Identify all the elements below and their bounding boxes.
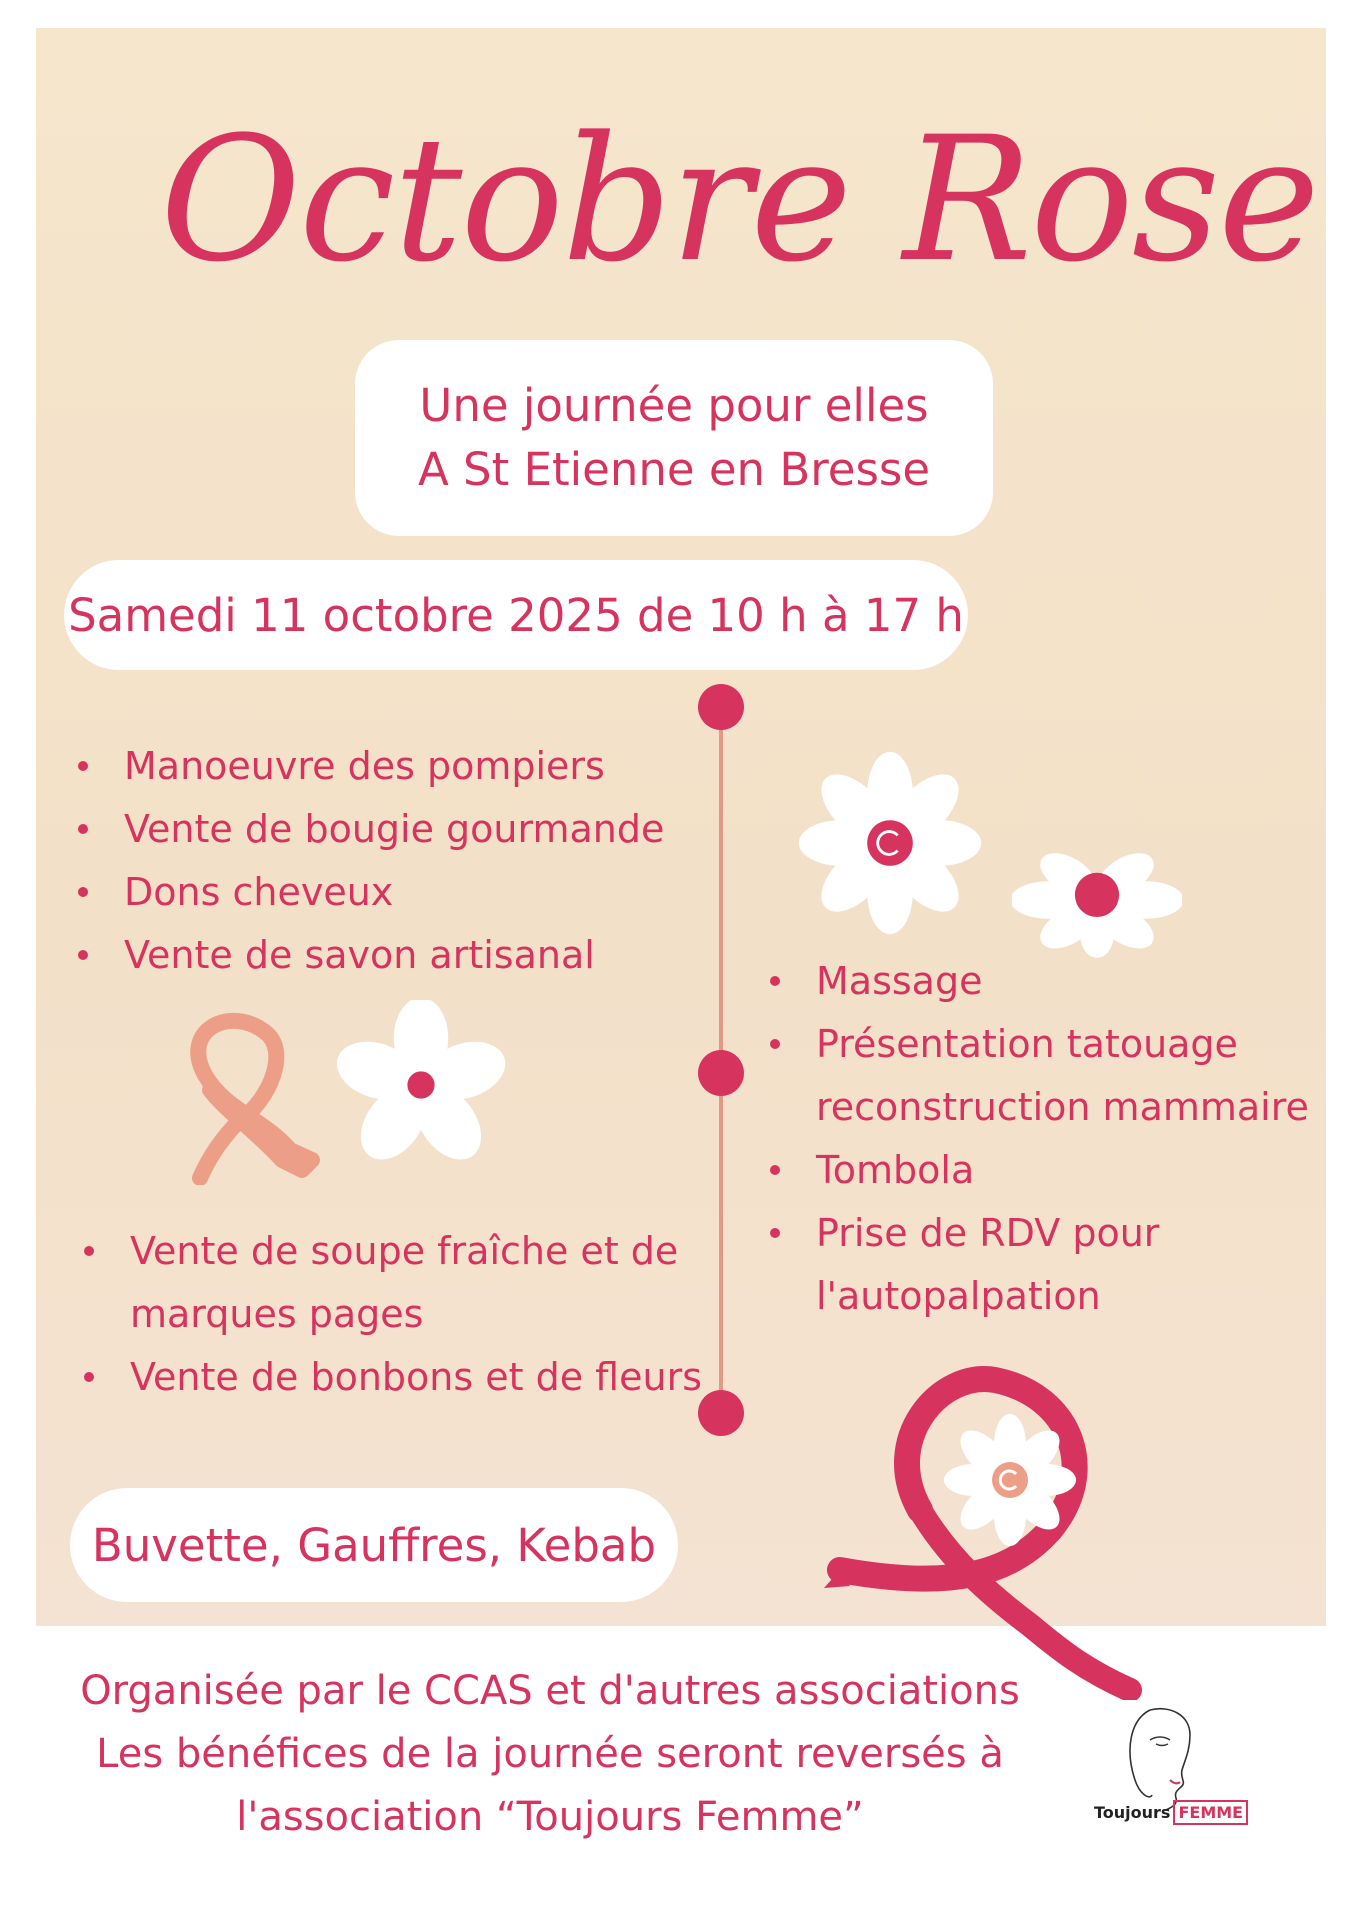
subtitle-line-2: A St Etienne en Bresse bbox=[417, 443, 931, 496]
daisy-flower-icon bbox=[795, 748, 985, 938]
timeline-dot bbox=[698, 1390, 744, 1436]
list-item: Tombola bbox=[770, 1139, 1330, 1202]
food-text: Buvette, Gauffres, Kebab bbox=[91, 1518, 657, 1572]
footer-text bbox=[60, 1660, 1040, 1849]
list-item: Prise de RDV pour l'autopalpation bbox=[770, 1202, 1330, 1328]
pink-ribbon-icon bbox=[820, 1360, 1150, 1700]
list-item: Vente de savon artisanal bbox=[78, 924, 678, 987]
date-box bbox=[64, 560, 968, 670]
subtitle-line-1: Une journée pour elles bbox=[419, 379, 929, 432]
daisy-flower-icon bbox=[336, 1000, 506, 1170]
list-item: Vente de bonbons et de fleurs bbox=[84, 1346, 704, 1409]
footer-line-2: Les bénéfices de la journée seront reversés à bbox=[96, 1731, 1004, 1777]
pink-ribbon-icon bbox=[170, 1010, 330, 1185]
activities-list-left-bottom bbox=[84, 1220, 704, 1409]
list-item: Vente de soupe fraîche et de marques pages bbox=[84, 1220, 704, 1346]
activities-list-right bbox=[770, 950, 1330, 1328]
logo-text-1: Toujours bbox=[1094, 1803, 1171, 1822]
food-box bbox=[70, 1488, 678, 1602]
timeline-dot bbox=[698, 1050, 744, 1096]
event-date: Samedi 11 octobre 2025 de 10 h à 17 h bbox=[68, 588, 964, 642]
logo-text bbox=[1094, 1800, 1254, 1825]
list-item: Présentation tatouage reconstruction mammaire bbox=[770, 1013, 1330, 1139]
daisy-flower-icon bbox=[1012, 840, 1182, 960]
activities-list-left-top bbox=[78, 735, 678, 987]
list-item: Dons cheveux bbox=[78, 861, 678, 924]
list-item: Vente de bougie gourmande bbox=[78, 798, 678, 861]
timeline-dot bbox=[698, 684, 744, 730]
footer-line-1: Organisée par le CCAS et d'autres associations bbox=[80, 1668, 1020, 1714]
list-item: Manoeuvre des pompiers bbox=[78, 735, 678, 798]
footer-line-3: l'association “Toujours Femme” bbox=[236, 1794, 864, 1840]
subtitle-box bbox=[355, 340, 993, 536]
list-item: Massage bbox=[770, 950, 1330, 1013]
poster-title: Octobre Rose bbox=[160, 99, 1318, 300]
logo-text-2: FEMME bbox=[1173, 1800, 1248, 1825]
